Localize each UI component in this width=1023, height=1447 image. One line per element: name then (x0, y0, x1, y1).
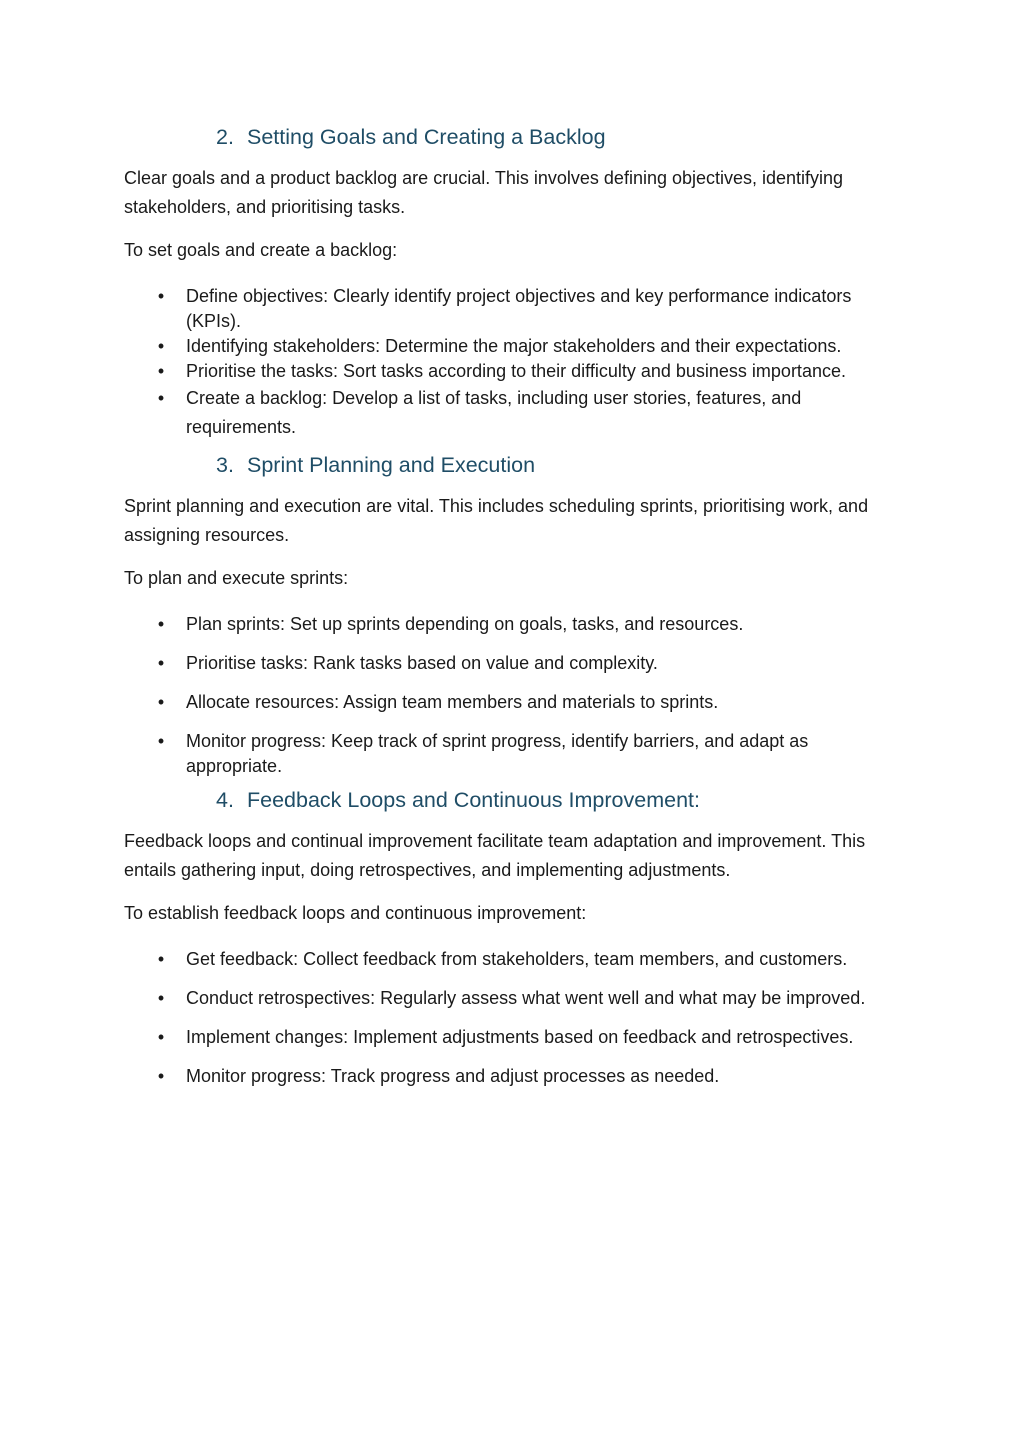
section-lead: To set goals and create a backlog: (124, 240, 398, 260)
section-feedback-loops (124, 783, 884, 1089)
list-item-text: Conduct retrospectives: Regularly assess what went well and what may be improved. (186, 988, 866, 1008)
section-number: 3. (216, 453, 234, 477)
list-item-text: Prioritise the tasks: Sort tasks according to their difficulty and business importance. (186, 361, 846, 381)
bullet-icon: • (157, 1027, 165, 1047)
bullet-icon: • (157, 949, 165, 969)
list-item (124, 1025, 884, 1050)
section-lead: To establish feedback loops and continuous improvement: (124, 903, 587, 923)
list-item-text: Get feedback: Collect feedback from stakeholders, team members, and customers. (186, 949, 848, 969)
list-item-text: Plan sprints: Set up sprints depending on goals, tasks, and resources. (186, 614, 744, 634)
bullet-icon: • (157, 336, 165, 356)
list-item-text: Create a backlog: Develop a list of tasks, including user stories, features, and requirements. (186, 388, 802, 437)
bullet-icon: • (157, 1066, 165, 1086)
bullet-icon: • (157, 286, 165, 306)
list-item-text: Monitor progress: Track progress and adjust processes as needed. (186, 1066, 720, 1086)
list-item-text: Define objectives: Clearly identify project objectives and key performance indicators (KPIs). (186, 286, 852, 331)
list-item-text: Identifying stakeholders: Determine the major stakeholders and their expectations. (186, 336, 842, 356)
list-item (124, 384, 884, 442)
section-heading (216, 448, 884, 482)
section-heading (216, 120, 884, 154)
section-setting-goals (124, 120, 884, 442)
section-sprint-planning (124, 448, 884, 779)
list-item (124, 947, 884, 972)
document-body (124, 120, 884, 1093)
bullet-list (124, 284, 884, 442)
list-item (124, 284, 884, 334)
list-item (124, 612, 884, 637)
list-item-text: Prioritise tasks: Rank tasks based on value and complexity. (186, 653, 658, 673)
bullet-icon: • (157, 988, 165, 1008)
list-item (124, 651, 884, 676)
section-title: Setting Goals and Creating a Backlog (247, 125, 606, 149)
section-intro: Clear goals and a product backlog are crucial. This involves defining objectives, identifying stakeholders, and prioritising tasks. (124, 168, 844, 217)
section-intro: Feedback loops and continual improvement facilitate team adaptation and improvement. This entails gathering input, doing retrospectives, and implementing adjustments. (124, 831, 866, 880)
list-item-text: Implement changes: Implement adjustments based on feedback and retrospectives. (186, 1027, 854, 1047)
section-number: 4. (216, 788, 234, 812)
bullet-icon: • (157, 653, 165, 673)
bullet-icon: • (157, 692, 165, 712)
list-item (124, 986, 884, 1011)
bullet-list (124, 947, 884, 1089)
list-item-text: Monitor progress: Keep track of sprint progress, identify barriers, and adapt as appropriate. (186, 731, 809, 776)
section-title: Sprint Planning and Execution (247, 453, 536, 477)
list-item (124, 334, 884, 359)
section-lead: To plan and execute sprints: (124, 568, 349, 588)
bullet-icon: • (157, 614, 165, 634)
list-item (124, 729, 884, 779)
bullet-list (124, 612, 884, 779)
section-intro: Sprint planning and execution are vital. This includes scheduling sprints, prioritising work, and assigning resources. (124, 496, 869, 545)
section-number: 2. (216, 125, 234, 149)
section-heading (216, 783, 884, 817)
bullet-icon: • (157, 388, 165, 408)
bullet-icon: • (157, 731, 165, 751)
list-item (124, 690, 884, 715)
bullet-icon: • (157, 361, 165, 381)
list-item (124, 359, 884, 384)
list-item (124, 1064, 884, 1089)
section-title: Feedback Loops and Continuous Improvement: (247, 788, 700, 812)
list-item-text: Allocate resources: Assign team members and materials to sprints. (186, 692, 719, 712)
